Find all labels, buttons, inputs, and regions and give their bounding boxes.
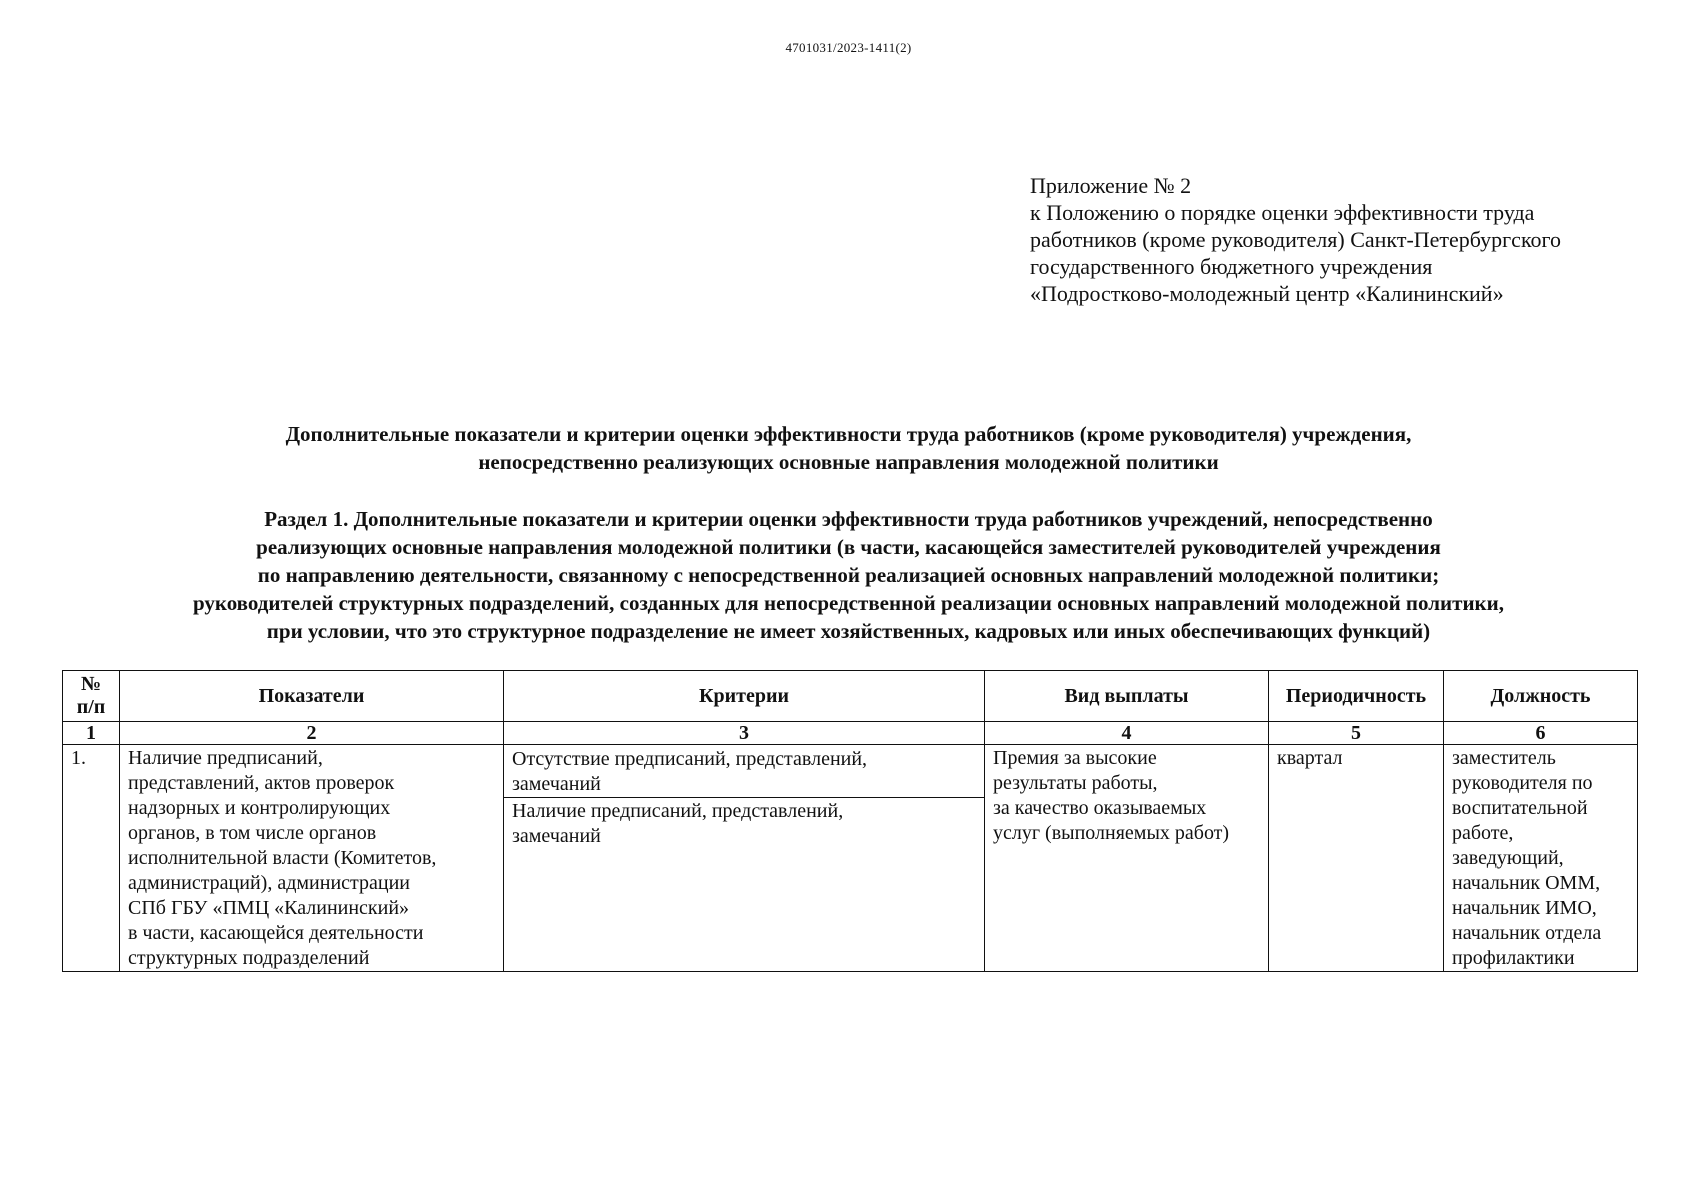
column-number: 1 (63, 722, 120, 745)
header-criteria: Критерии (504, 671, 985, 722)
criterion-line: Отсутствие предписаний, представлений, (512, 748, 868, 770)
position-cell (1444, 745, 1638, 972)
indicator-line: структурных подразделений (128, 947, 370, 969)
payment-type-cell (985, 745, 1269, 972)
appendix-line: Приложение № 2 (1030, 173, 1192, 198)
header-number-line: п/п (76, 696, 106, 718)
document-title (40, 420, 1657, 476)
section-title-line: реализующих основные направления молодежной политики (в части, касающейся заместителей руководителей учреждения (256, 535, 1441, 559)
indicator-cell (120, 745, 504, 972)
indicator-line: СПб ГБУ «ПМЦ «Калининский» (128, 897, 410, 919)
header-periodicity: Периодичность (1269, 671, 1444, 722)
indicator-line: надзорных и контролирующих (128, 797, 391, 819)
indicator-line: в части, касающейся деятельности (128, 922, 424, 944)
indicator-line: администраций), администрации (128, 872, 410, 894)
payment-line: услуг (выполняемых работ) (993, 822, 1230, 844)
position-line: заместитель (1452, 747, 1556, 769)
row-number: 1. (63, 745, 120, 972)
criterion-line: Наличие предписаний, представлений, (512, 800, 844, 822)
appendix-line: к Положению о порядке оценки эффективности труда (1030, 200, 1535, 225)
section-title-line: по направлению деятельности, связанному с непосредственной реализацией основных направлений молодежной политики; (257, 563, 1440, 587)
position-line: начальник отдела (1452, 922, 1602, 944)
header-number-line: № (80, 673, 102, 695)
table-header-row (63, 671, 1638, 722)
column-number: 4 (985, 722, 1269, 745)
position-line: начальник ИМО, (1452, 897, 1597, 919)
indicator-line: органов, в том числе органов (128, 822, 377, 844)
indicator-line: Наличие предписаний, (128, 747, 323, 769)
criterion-item (504, 746, 984, 798)
header-payment-type: Вид выплаты (985, 671, 1269, 722)
section-title-line: руководителей структурных подразделений, созданных для непосредственной реализации основных направлений молодежной политики, (192, 591, 1505, 615)
payment-line: за качество оказываемых (993, 797, 1207, 819)
section-title-line: при условии, что это структурное подразделение не имеет хозяйственных, кадровых или иных обеспечивающих функций) (266, 619, 1431, 643)
appendix-line: государственного бюджетного учреждения (1030, 254, 1433, 279)
header-number (63, 671, 120, 722)
header-indicators: Показатели (120, 671, 504, 722)
appendix-block (1030, 172, 1670, 307)
payment-line: результаты работы, (993, 772, 1158, 794)
payment-line: Премия за высокие (993, 747, 1157, 769)
position-line: профилактики (1452, 947, 1575, 969)
column-number-row (63, 722, 1638, 745)
column-number: 6 (1444, 722, 1638, 745)
position-line: руководителя по (1452, 772, 1593, 794)
criteria-table (62, 670, 1638, 972)
column-number: 3 (504, 722, 985, 745)
appendix-line: «Подростково-молодежный центр «Калининский» (1030, 281, 1504, 306)
position-line: начальник ОММ, (1452, 872, 1601, 894)
section-title (40, 505, 1657, 645)
column-number: 5 (1269, 722, 1444, 745)
indicator-line: исполнительной власти (Комитетов, (128, 847, 437, 869)
section-title-line: Раздел 1. Дополнительные показатели и критерии оценки эффективности труда работников учреждений, непосредственно (264, 507, 1433, 531)
position-line: работе, (1452, 822, 1514, 844)
periodicity-cell: квартал (1269, 745, 1444, 972)
document-registration-number: 4701031/2023-1411(2) (785, 40, 912, 55)
criterion-line: замечаний (512, 825, 601, 847)
position-line: воспитательной (1452, 797, 1588, 819)
criterion-line: замечаний (512, 773, 601, 795)
document-title-line: Дополнительные показатели и критерии оценки эффективности труда работников (кроме руководителя) учреждения, (285, 422, 1412, 446)
appendix-line: работников (кроме руководителя) Санкт-Петербургского (1030, 227, 1561, 252)
column-number: 2 (120, 722, 504, 745)
criteria-cell (504, 745, 985, 972)
header-position: Должность (1444, 671, 1638, 722)
document-title-line: непосредственно реализующих основные направления молодежной политики (478, 450, 1219, 474)
indicator-line: представлений, актов проверок (128, 772, 395, 794)
criterion-item (504, 798, 984, 849)
position-line: заведующий, (1452, 847, 1564, 869)
table-row (63, 745, 1638, 972)
